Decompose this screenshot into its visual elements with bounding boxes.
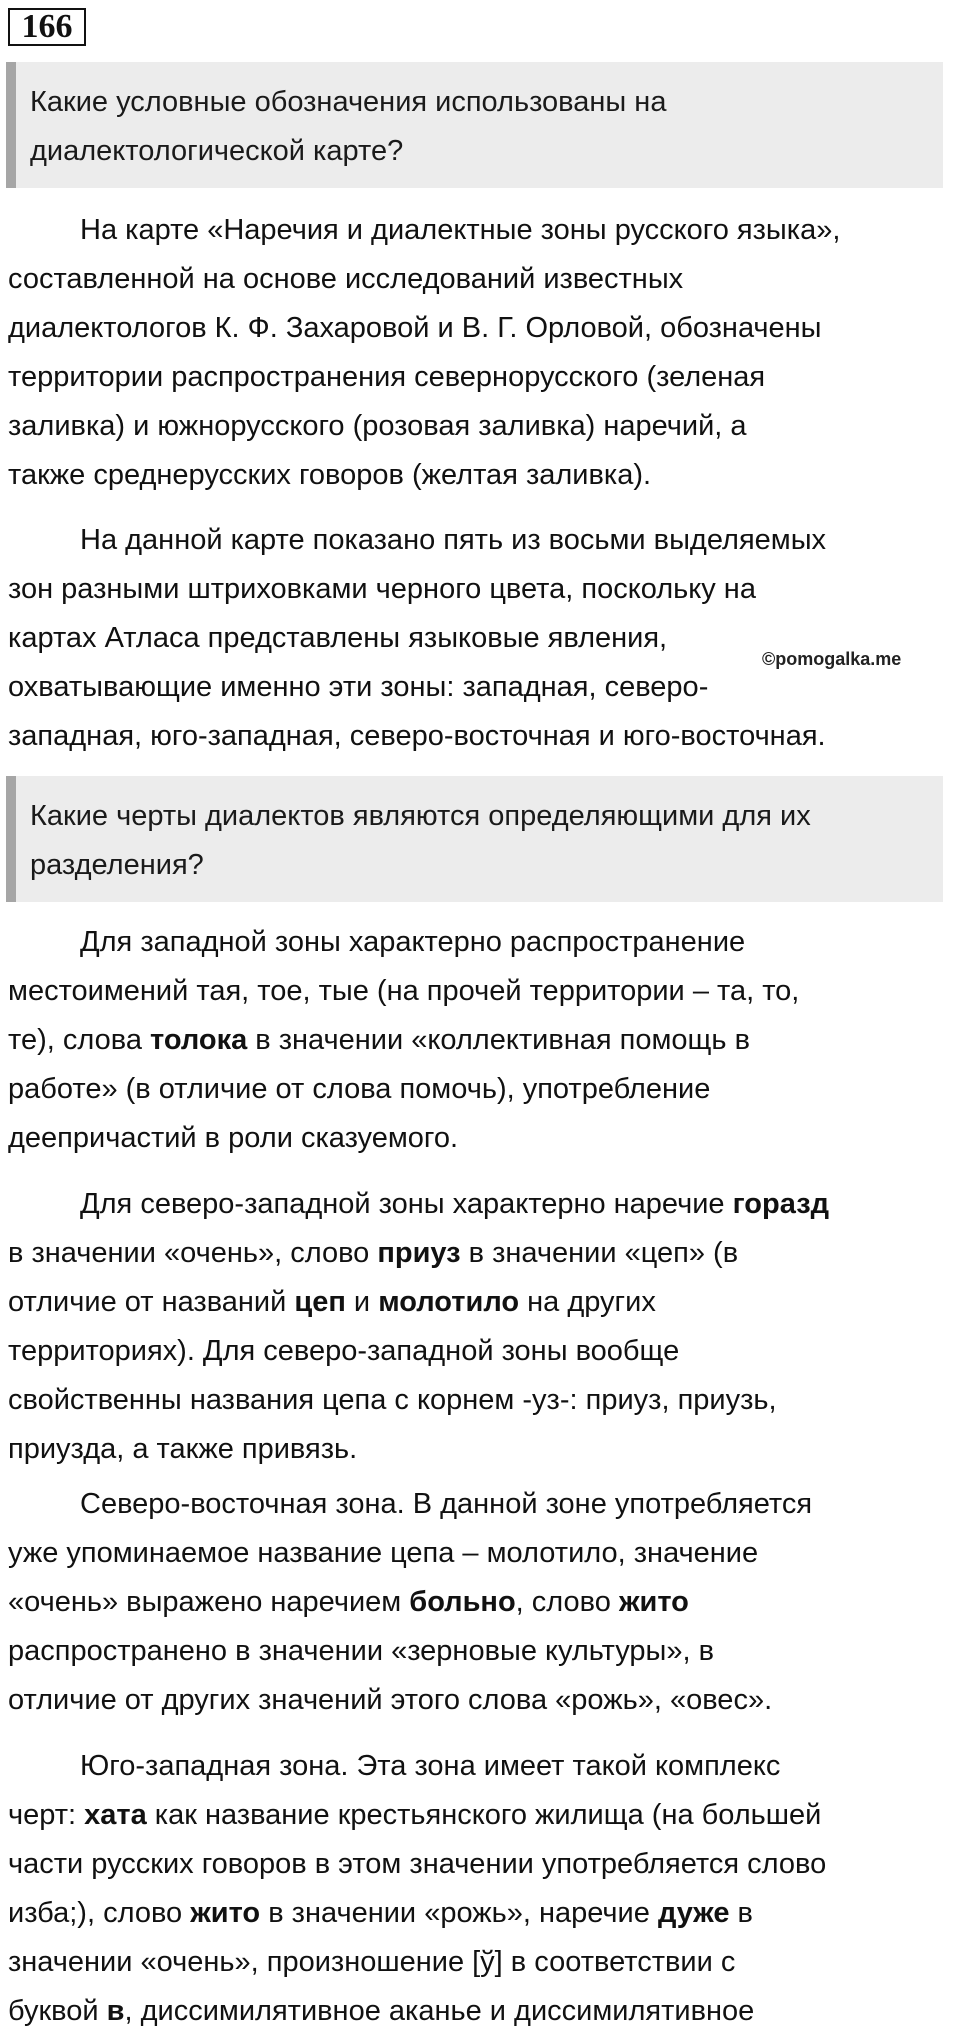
text-line: отличие от других значений этого слова «рожь», «овес». (8, 1684, 773, 1716)
answer-2-paragraph-4 (8, 1742, 958, 2036)
task-number: 166 (8, 8, 86, 46)
bold-term: жито (190, 1897, 261, 1929)
text-line: На карте «Наречия и диалектные зоны русского языка», (80, 214, 841, 246)
text-line: территории распространения севернорусского (зеленая (8, 361, 766, 393)
text-line: изба;), слово жито в значении «рожь», наречие дуже в (8, 1897, 753, 1929)
text-line: те), слова толока в значении «коллективная помощь в (8, 1024, 750, 1056)
bold-term: горазд (732, 1188, 830, 1220)
text-line: свойственны названия цепа с корнем -уз-: приуз, приузь, (8, 1384, 777, 1416)
text-line: части русских говоров в этом значении употребляется слово (8, 1848, 827, 1880)
text-line: Для западной зоны характерно распространение (80, 926, 746, 958)
bold-term: дуже (657, 1897, 730, 1929)
text-line: диалектологов К. Ф. Захаровой и В. Г. Орловой, обозначены (8, 312, 822, 344)
bold-term: молотило (378, 1286, 520, 1318)
text-line: отличие от названий цеп и молотило на других (8, 1286, 656, 1318)
question-2-line-2: разделения? (30, 849, 204, 881)
bold-term: приуз (377, 1237, 461, 1269)
text-line: работе» (в отличие от слова помочь), употребление (8, 1073, 711, 1105)
text-line: На данной карте показано пять из восьми выделяемых (80, 524, 827, 556)
answer-1-paragraph-1 (8, 206, 958, 500)
text-line: «очень» выражено наречием больно, слово жито (8, 1586, 689, 1618)
text-line: распространено в значении «зерновые культуры», в (8, 1635, 715, 1667)
text-line: картах Атласа представлены языковые явления, (8, 622, 668, 654)
text-line: Юго-западная зона. Эта зона имеет такой комплекс (80, 1750, 781, 1782)
text-line: территориях). Для северо-западной зоны вообще (8, 1335, 680, 1367)
bold-term: больно (409, 1586, 516, 1618)
text-line: также среднерусских говоров (желтая заливка). (8, 459, 652, 491)
bold-term: цеп (294, 1286, 346, 1318)
text-line: западная, юго-западная, северо-восточная и юго-восточная. (8, 720, 826, 752)
bold-term: жито (618, 1586, 689, 1618)
bold-term: в (106, 1995, 125, 2027)
question-1-line-2: диалектологической карте? (30, 135, 404, 167)
question-1-line-1: Какие условные обозначения использованы на (30, 86, 667, 118)
text-line: зон разными штриховками черного цвета, поскольку на (8, 573, 756, 605)
bold-term: хата (84, 1799, 147, 1831)
text-line: заливка) и южнорусского (розовая заливка) наречий, а (8, 410, 747, 442)
text-line: уже упоминаемое название цепа – молотило, значение (8, 1537, 759, 1569)
answer-2-paragraph-1 (8, 918, 958, 1163)
text-line: буквой в, диссимилятивное аканье и диссимилятивное (8, 1995, 755, 2027)
text-line: местоимений тая, тое, тые (на прочей территории – та, то, (8, 975, 800, 1007)
text-line: в значении «очень», слово приуз в значении «цеп» (в (8, 1237, 739, 1269)
answer-1-paragraph-2 (8, 516, 958, 761)
text-line: Для северо-западной зоны характерно наречие горазд (80, 1188, 830, 1220)
bold-term: толока (150, 1024, 248, 1056)
text-line: приузда, а также привязь. (8, 1433, 358, 1465)
question-2-line-1: Какие черты диалектов являются определяющими для их (30, 800, 811, 832)
text-line: Северо-восточная зона. В данной зоне употребляется (80, 1488, 813, 1520)
text-line: значении «очень», произношение [ў] в соответствии с (8, 1946, 736, 1978)
text-line: черт: хата как название крестьянского жилища (на большей (8, 1799, 822, 1831)
text-line: составленной на основе исследований известных (8, 263, 684, 295)
text-line: деепричастий в роли сказуемого. (8, 1122, 459, 1154)
question-block-1 (6, 62, 943, 188)
watermark: ©pomogalka.me (762, 649, 902, 669)
answer-2-paragraph-3 (8, 1480, 958, 1725)
answer-2-paragraph-2 (8, 1180, 958, 1474)
question-block-2 (6, 776, 943, 902)
text-line: охватывающие именно эти зоны: западная, северо- (8, 671, 709, 703)
